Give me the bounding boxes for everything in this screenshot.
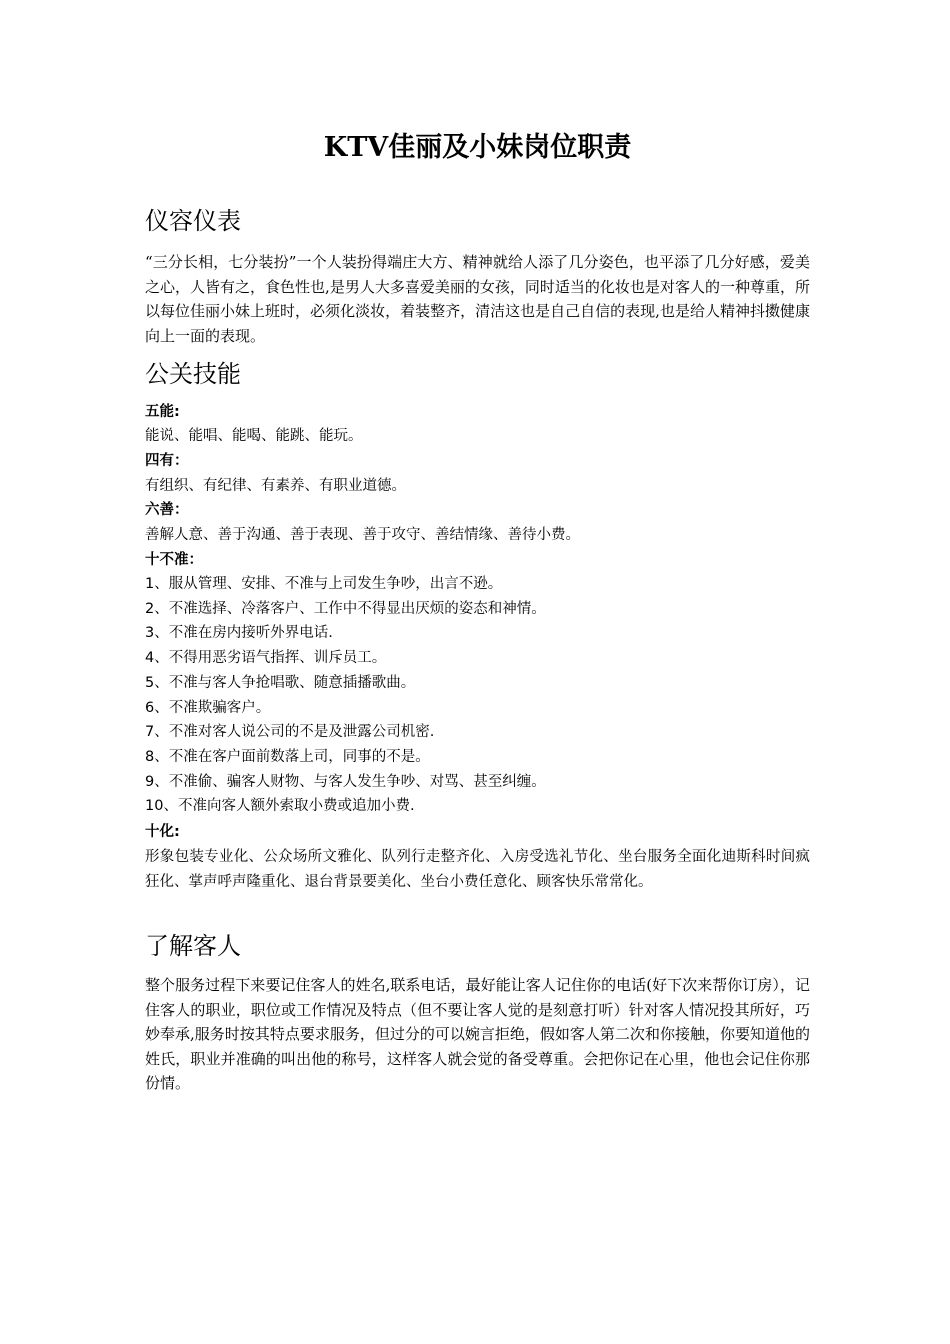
section-heading-appearance: 仪容仪表 — [145, 207, 241, 235]
list-item: 5、不准与客人争抢唱歌、随意插播歌曲。 — [145, 674, 416, 691]
list-item: 10、不准向客人额外索取小费或追加小费. — [145, 798, 415, 815]
four-have-label: 四有： — [145, 453, 189, 469]
five-can-label: 五能: — [145, 404, 180, 420]
list-item: 6、不准欺骗客户。 — [145, 699, 271, 716]
five-can-text: 能说、能唱、能喝、能跳、能玩。 — [145, 428, 363, 444]
know-guests-paragraph: 整个服务过程下来要记住客人的姓名,联系电话，最好能让客人记住你的电话(好下次来帮你订房），记住客人的职业，职位或工作情况及特点（但不要让客人觉的是刻意打听）针对客人情况投其所好，巧妙奉承,服务时按其特点要求服务，但过分的可以婉言拒绝，假如客人第二次和你接触，你要知道他的姓氏，职业并准确的叫出他的称号，这样客人就会觉的备受尊重。会把你记在心里，他也会记住你那份情。 — [145, 976, 810, 1092]
list-item: 3、不准在房内接听外界电话. — [145, 625, 333, 642]
ten-change-label: 十化: — [145, 824, 180, 840]
ten-change-text: 形象包装专业化、公众场所文雅化、队列行走整齐化、入房受选礼节化、坐台服务全面化迪斯科时间疯狂化、掌声呼声隆重化、退台背景要美化、坐台小费任意化、顾客快乐常常化。 — [145, 849, 810, 890]
list-item: 1、服从管理、安排、不准与上司发生争吵，出言不逊。 — [145, 576, 503, 592]
section-heading-know-guests: 了解客人 — [145, 932, 241, 960]
list-item: 8、不准在客户面前数落上司，同事的不是。 — [145, 748, 430, 765]
list-item: 4、不得用恶劣语气指挥、训斥员工。 — [145, 650, 387, 667]
six-good-label: 六善： — [145, 502, 189, 518]
section-heading-pr-skills: 公关技能 — [145, 360, 241, 388]
six-good-text: 善解人意、善于沟通、善于表现、善于攻守、善结情缘、善待小费。 — [145, 527, 580, 543]
ten-not-list — [145, 572, 810, 819]
appearance-paragraph: “三分长相，七分装扮”一个人装扮得端庄大方、精神就给人添了几分姿色，也平添了几分好感，爱美之心，人皆有之，食色性也,是男人大多喜爱美丽的女孩，同时适当的化妆也是对客人的一种尊重，所以每位佳丽小妹上班时，必须化淡妆，着装整齐，清洁这也是自己自信的表现,也是给人精神抖擞健康向上一面的表现。 — [145, 253, 810, 345]
list-item: 9、不准偷、骗客人财物、与客人发生争吵、对骂、甚至纠缠。 — [145, 773, 546, 790]
list-item: 7、不准对客人说公司的不是及泄露公司机密. — [145, 724, 435, 741]
document-title: KTV佳丽及小妹岗位职责 — [323, 132, 632, 163]
list-item: 2、不准选择、冷落客户、工作中不得显出厌烦的姿态和神情。 — [145, 600, 546, 617]
four-have-text: 有组织、有纪律、有素养、有职业道德。 — [145, 478, 406, 494]
ten-not-label: 十不准： — [145, 552, 203, 568]
